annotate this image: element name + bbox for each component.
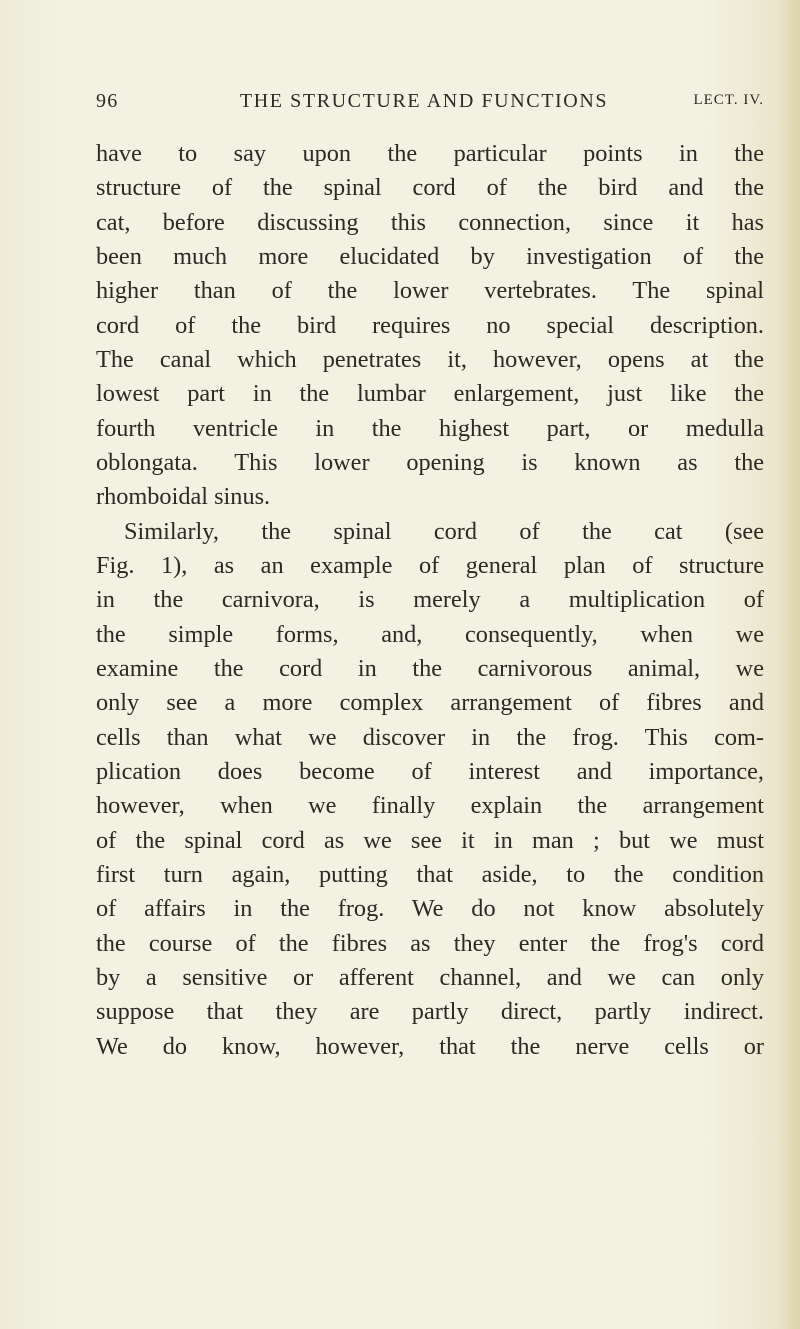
text-line: oblongata. This lower opening is known as the xyxy=(96,448,764,476)
text-line: by a sensitive or afferent channel, and we can only xyxy=(96,963,764,991)
text-line: higher than of the lower vertebrates. The spinal xyxy=(96,277,764,305)
text-line: cord of the bird requires no special description. xyxy=(96,311,764,339)
text-line: first turn again, putting that aside, to the condition xyxy=(96,860,764,888)
page-number: 96 xyxy=(96,90,119,112)
paragraph-2 xyxy=(96,515,764,1064)
page-edge-shadow xyxy=(778,0,800,1329)
text-line: We do know, however, that the nerve cells or xyxy=(96,1032,764,1060)
running-header xyxy=(96,90,764,120)
text-line: cells than what we discover in the frog. This com- xyxy=(96,723,764,751)
text-line: rhomboidal sinus. xyxy=(96,483,271,511)
text-line: have to say upon the particular points in the xyxy=(96,140,764,167)
text-line: fourth ventricle in the highest part, or medulla xyxy=(96,414,764,442)
text-line: Similarly, the spinal cord of the cat (see xyxy=(124,517,764,545)
running-title: THE STRUCTURE AND FUNCTIONS xyxy=(239,90,609,112)
text-line: examine the cord in the carnivorous animal, we xyxy=(96,654,764,682)
paragraph-1 xyxy=(96,137,764,515)
text-line: only see a more complex arrangement of fibres and xyxy=(96,689,764,717)
text-line: The canal which penetrates it, however, opens at the xyxy=(96,345,764,373)
text-line: been much more elucidated by investigation of the xyxy=(96,242,764,270)
text-line: the course of the fibres as they enter the frog's cord xyxy=(96,929,764,957)
text-line: Fig. 1), as an example of general plan of structure xyxy=(96,551,764,579)
body-text xyxy=(96,137,764,1064)
text-line: cat, before discussing this connection, since it has xyxy=(96,208,764,236)
text-line: lowest part in the lumbar enlargement, just like the xyxy=(96,380,764,408)
text-line: plication does become of interest and importance, xyxy=(96,757,764,785)
text-line: the simple forms, and, consequently, when we xyxy=(96,620,764,648)
text-line: suppose that they are partly direct, partly indirect. xyxy=(96,998,764,1026)
text-line: of affairs in the frog. We do not know absolutely xyxy=(96,895,764,923)
text-line: however, when we finally explain the arrangement xyxy=(96,792,764,820)
text-line: structure of the spinal cord of the bird and the xyxy=(96,174,764,202)
lecture-label: LECT. IV. xyxy=(693,92,764,108)
text-line: of the spinal cord as we see it in man ; but we must xyxy=(96,826,764,854)
text-line: in the carnivora, is merely a multiplication of xyxy=(96,586,764,614)
